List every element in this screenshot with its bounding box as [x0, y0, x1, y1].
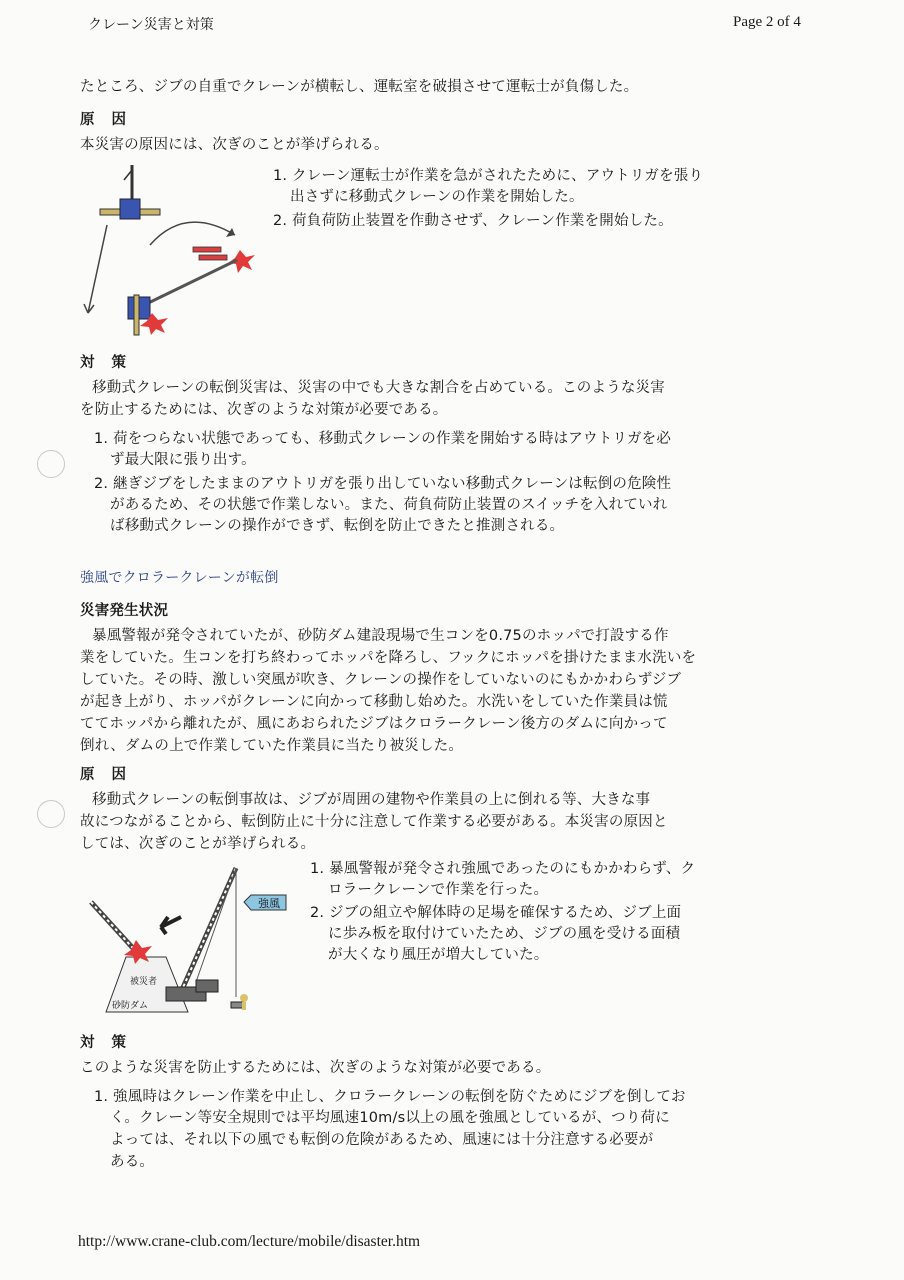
- situation-heading: 災害発生状況: [80, 603, 169, 619]
- s1-cause-2: 2. 荷負荷防止装置を作動させず、クレーン作業を開始した。: [273, 213, 673, 229]
- s2-cause-2c: が大くなり風圧が増大していた。: [328, 947, 549, 963]
- s1-measure-lead-1: 移動式クレーンの転倒災害は、災害の中でも大きな割合を占めている。このような災害: [92, 380, 666, 396]
- punch-hole-top: [37, 450, 65, 478]
- s2-situation-3: していた。その時、激しい突風が吹き、クレーンの操作をしていないのにもかかわらずジブ: [80, 672, 682, 688]
- s2-cause-1a: 1. 暴風警報が発令され強風であったのにもかかわらず、ク: [310, 861, 696, 877]
- s1-measure-2a: 2. 継ぎジブをしたままのアウトリガを張り出していない移動式クレーンは転倒の危険性: [94, 476, 672, 492]
- intro-line: たところ、ジブの自重でクレーンが横転し、運転室を破損させて運転士が負傷した。: [80, 79, 639, 95]
- s2-measure-1b: く。クレーン等安全規則では平均風速10m/s以上の風を強風としているが、つり荷に: [110, 1110, 670, 1126]
- s2-situation-2: 業をしていた。生コンを打ち終わってホッパを降ろし、フックにホッパを掛けたまま水洗いを: [80, 650, 697, 666]
- s2-cause-lead-2: 故につながることから、転倒防止に十分に注意して作業する必要がある。本災害の原因と: [80, 814, 668, 830]
- crawler-crane-illustration: [86, 862, 294, 1020]
- measure-heading-2: 対 策: [80, 1035, 133, 1051]
- s2-situation-4: が起き上がり、ホッパがクレーンに向かって移動し始めた。水洗いをしていた作業員は慌: [80, 694, 668, 710]
- s2-measure-1a: 1. 強風時はクレーン作業を中止し、クロラークレーンの転倒を防ぐためにジブを倒してお: [94, 1089, 686, 1105]
- s2-measure-1d: ある。: [110, 1154, 155, 1170]
- s1-cause-1b: 出さずに移動式クレーンの作業を開始した。: [290, 189, 584, 205]
- s2-situation-1: 暴風警報が発令されていたが、砂防ダム建設現場で生コンを0.75のホッパで打設する作: [92, 628, 669, 644]
- s2-cause-2b: に歩み板を取付けていたため、ジブの風を受ける面積: [328, 926, 681, 942]
- s2-cause-lead-1: 移動式クレーンの転倒事故は、ジブが周囲の建物や作業員の上に倒れる等、大きな事: [92, 792, 651, 808]
- s2-situation-5: ててホッパから離れたが、風にあおられたジブはクロラークレーン後方のダムに向かって: [80, 716, 668, 732]
- cause-heading-2: 原 因: [80, 767, 133, 783]
- s1-measure-lead-2: を防止するためには、次ぎのような対策が必要である。: [80, 402, 448, 418]
- s1-measure-1b: ず最大限に張り出す。: [110, 452, 256, 468]
- cause-lead: 本災害の原因には、次ぎのことが挙げられる。: [80, 137, 389, 153]
- section-title: 強風でクロラークレーンが転倒: [80, 570, 279, 586]
- wind-label: 強風: [258, 897, 280, 910]
- s2-situation-6: 倒れ、ダムの上で作業していた作業員に当たり被災した。: [80, 738, 464, 754]
- s1-measure-2c: ば移動式クレーンの操作ができず、転倒を防止できたと推測される。: [110, 518, 565, 534]
- page-indicator: Page 2 of 4: [733, 14, 801, 30]
- s2-cause-1b: ロラークレーンで作業を行った。: [328, 882, 549, 898]
- dam-label: 砂防ダム: [112, 1001, 149, 1011]
- crane-tipover-illustration: [80, 165, 260, 345]
- s2-cause-lead-3: しては、次ぎのことが挙げられる。: [80, 836, 316, 852]
- footer-url: http://www.crane-club.com/lecture/mobile/disaster.htm: [78, 1233, 421, 1250]
- s2-measure-lead: このような災害を防止するためには、次ぎのような対策が必要である。: [80, 1060, 551, 1076]
- s1-measure-1a: 1. 荷をつらない状態であっても、移動式クレーンの作業を開始する時はアウトリガを必: [94, 431, 672, 447]
- s2-measure-1c: よっては、それ以下の風でも転倒の危険があるため、風速には十分注意する必要が: [110, 1132, 654, 1148]
- punch-hole-bottom: [37, 800, 65, 828]
- cause-heading: 原 因: [80, 112, 133, 128]
- victim-label: 被災者: [130, 977, 158, 987]
- header-title: クレーン災害と対策: [88, 17, 214, 33]
- s1-measure-2b: があるため、その状態で作業しない。また、荷負荷防止装置のスイッチを入れていれ: [110, 497, 668, 513]
- s2-cause-2a: 2. ジブの組立や解体時の足場を確保するため、ジブ上面: [310, 905, 682, 921]
- measure-heading: 対 策: [80, 355, 133, 371]
- s1-cause-1a: 1. クレーン運転士が作業を急がされたために、アウトリガを張り: [273, 168, 704, 184]
